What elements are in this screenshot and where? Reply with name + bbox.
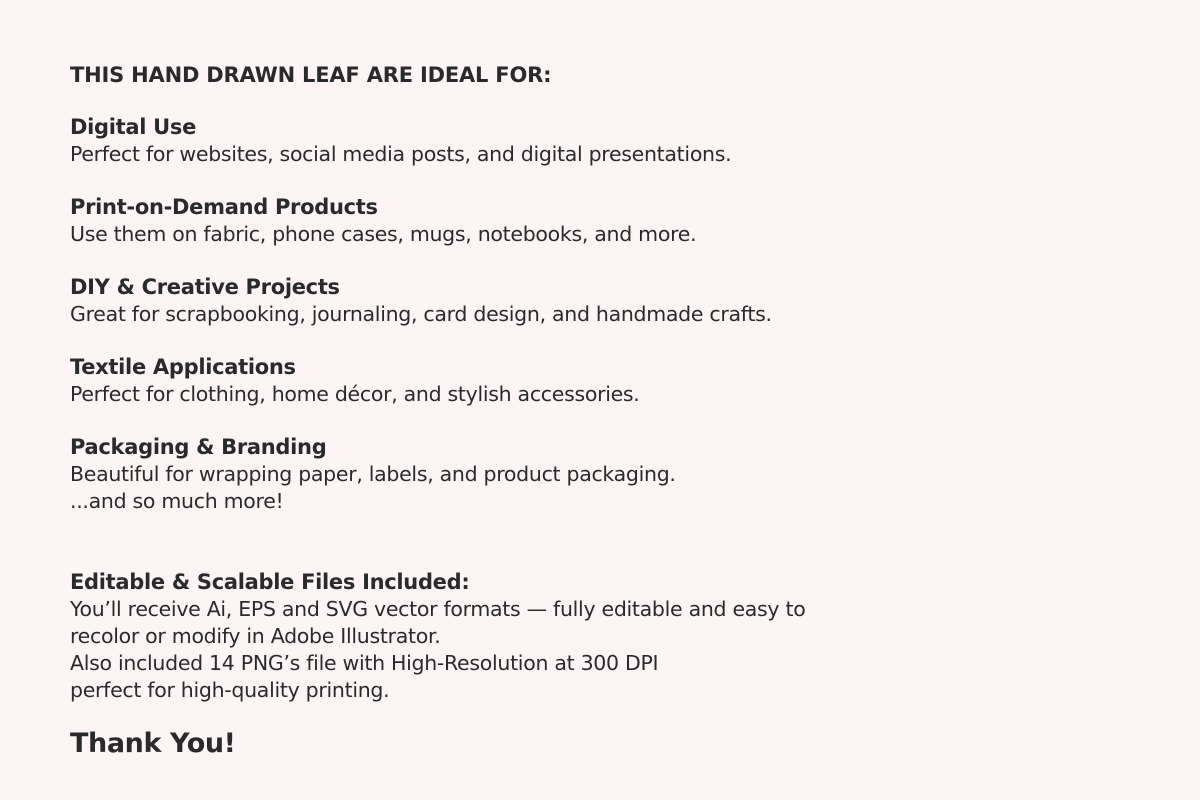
use-case-title: Digital Use: [70, 115, 197, 139]
thank-you-text: Thank You!: [70, 728, 236, 759]
files-included-line: perfect for high-quality printing.: [70, 678, 390, 702]
use-case-item: [70, 434, 1150, 515]
use-case-item: [70, 274, 1150, 328]
and-more-text: ...and so much more!: [70, 489, 284, 513]
files-included-line: Also included 14 PNG’s file with High-Resolution at 300 DPI: [70, 651, 659, 675]
files-included-line: recolor or modify in Adobe Illustrator.: [70, 624, 441, 648]
files-included-title: Editable & Scalable Files Included:: [70, 570, 470, 594]
use-cases-list: [70, 114, 1150, 515]
product-description: [70, 61, 1150, 761]
use-case-item: [70, 114, 1150, 168]
use-case-text: Use them on fabric, phone cases, mugs, notebooks, and more.: [70, 222, 697, 246]
use-case-item: [70, 194, 1150, 248]
use-case-title: Packaging & Branding: [70, 435, 327, 459]
files-included-section: [70, 569, 1150, 704]
use-case-item: [70, 354, 1150, 408]
files-included-line: You’ll receive Ai, EPS and SVG vector formats — fully editable and easy to: [70, 597, 806, 621]
use-case-text: Perfect for websites, social media posts, and digital presentations.: [70, 142, 732, 166]
page-heading: THIS HAND DRAWN LEAF ARE IDEAL FOR:: [70, 63, 552, 87]
use-case-text: Great for scrapbooking, journaling, card design, and handmade crafts.: [70, 302, 772, 326]
use-case-title: Textile Applications: [70, 355, 296, 379]
use-case-text: Perfect for clothing, home décor, and stylish accessories.: [70, 382, 640, 406]
use-case-text: Beautiful for wrapping paper, labels, and product packaging.: [70, 462, 676, 486]
use-case-title: Print-on-Demand Products: [70, 195, 378, 219]
use-case-title: DIY & Creative Projects: [70, 275, 340, 299]
